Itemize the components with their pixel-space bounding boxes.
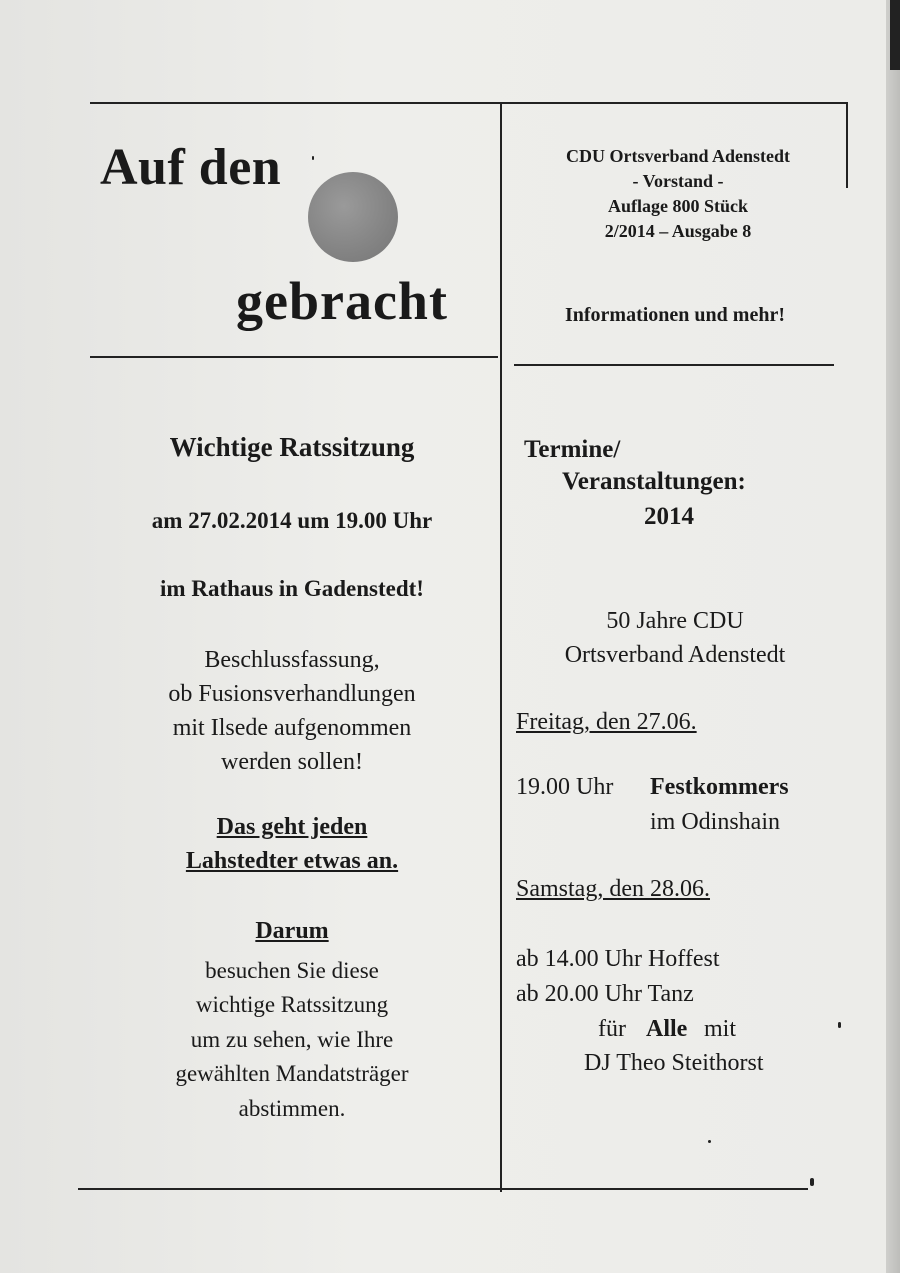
- print-run: Auflage 800 Stück: [607, 196, 748, 216]
- anniversary-line-1: 50 Jahre CDU: [606, 608, 744, 634]
- header-rule-left: [90, 356, 498, 358]
- anniversary-line-2: Ortsverband Adenstedt: [564, 642, 786, 668]
- masthead-title-line-1: Auf den: [100, 139, 282, 196]
- agenda-line-4: werden sollen!: [221, 749, 363, 775]
- page-corner-mark: [890, 0, 900, 70]
- event-saturday-line-1: ab 14.00 Uhr Hoffest: [516, 946, 720, 972]
- tagline: Informationen und mehr!: [564, 304, 785, 326]
- agenda-line-1: Beschlussfassung,: [204, 647, 380, 673]
- call-line-3: um zu sehen, wie Ihre: [190, 1027, 394, 1052]
- call-line-1: besuchen Sie diese: [205, 958, 379, 983]
- event-date-friday: Freitag, den 27.06.: [516, 709, 697, 735]
- scan-speck: [838, 1022, 841, 1028]
- top-rule: [90, 102, 848, 104]
- events-heading-1: Termine/: [524, 436, 621, 463]
- scan-speck: [708, 1140, 711, 1143]
- call-line-4: gewählten Mandatsträger: [175, 1061, 409, 1086]
- event-saturday-line-3-bold: Alle: [646, 1016, 688, 1042]
- call-line-2: wichtige Ratssitzung: [195, 992, 389, 1017]
- events-heading-2: Veranstaltungen:: [562, 468, 746, 495]
- center-divider: [500, 104, 502, 1192]
- appeal-line-2: Lahstedter etwas an.: [185, 848, 399, 874]
- event-saturday-line-2: ab 20.00 Uhr Tanz: [516, 981, 694, 1007]
- scan-speck: [810, 1178, 814, 1186]
- meeting-heading: Wichtige Ratssitzung: [169, 432, 415, 462]
- appeal-line-1: Das geht jeden: [216, 814, 368, 840]
- bottom-rule: [78, 1188, 808, 1190]
- masthead-title-line-2: gebracht: [236, 271, 448, 331]
- call-line-5: abstimmen.: [238, 1096, 346, 1121]
- right-border: [846, 102, 848, 188]
- event-saturday-line-3-suffix: mit: [704, 1016, 737, 1042]
- event-saturday-line-3-prefix: für: [598, 1016, 626, 1042]
- header-rule-right: [514, 364, 834, 366]
- agenda-line-3: mit Ilsede aufgenommen: [172, 715, 412, 741]
- publisher-name: CDU Ortsverband Adenstedt: [565, 146, 790, 166]
- page-edge-shadow: [886, 0, 900, 1273]
- event-saturday-dj: DJ Theo Steithorst: [584, 1050, 764, 1076]
- meeting-datetime: am 27.02.2014 um 19.00 Uhr: [151, 508, 433, 533]
- masthead-dot-graphic: [308, 172, 398, 262]
- publisher-board: - Vorstand -: [632, 171, 724, 191]
- event-friday-title: Festkommers: [650, 774, 789, 800]
- events-heading-3: 2014: [644, 503, 694, 530]
- scan-speck: [312, 156, 314, 160]
- agenda-line-2: ob Fusionsverhandlungen: [168, 681, 416, 707]
- event-friday-venue: im Odinshain: [650, 809, 780, 835]
- event-friday-time: 19.00 Uhr: [516, 774, 614, 800]
- event-date-saturday: Samstag, den 28.06.: [516, 876, 710, 902]
- issue-number: 2/2014 – Ausgabe 8: [604, 221, 752, 241]
- meeting-location: im Rathaus in Gadenstedt!: [160, 576, 424, 601]
- call-heading: Darum: [255, 918, 329, 944]
